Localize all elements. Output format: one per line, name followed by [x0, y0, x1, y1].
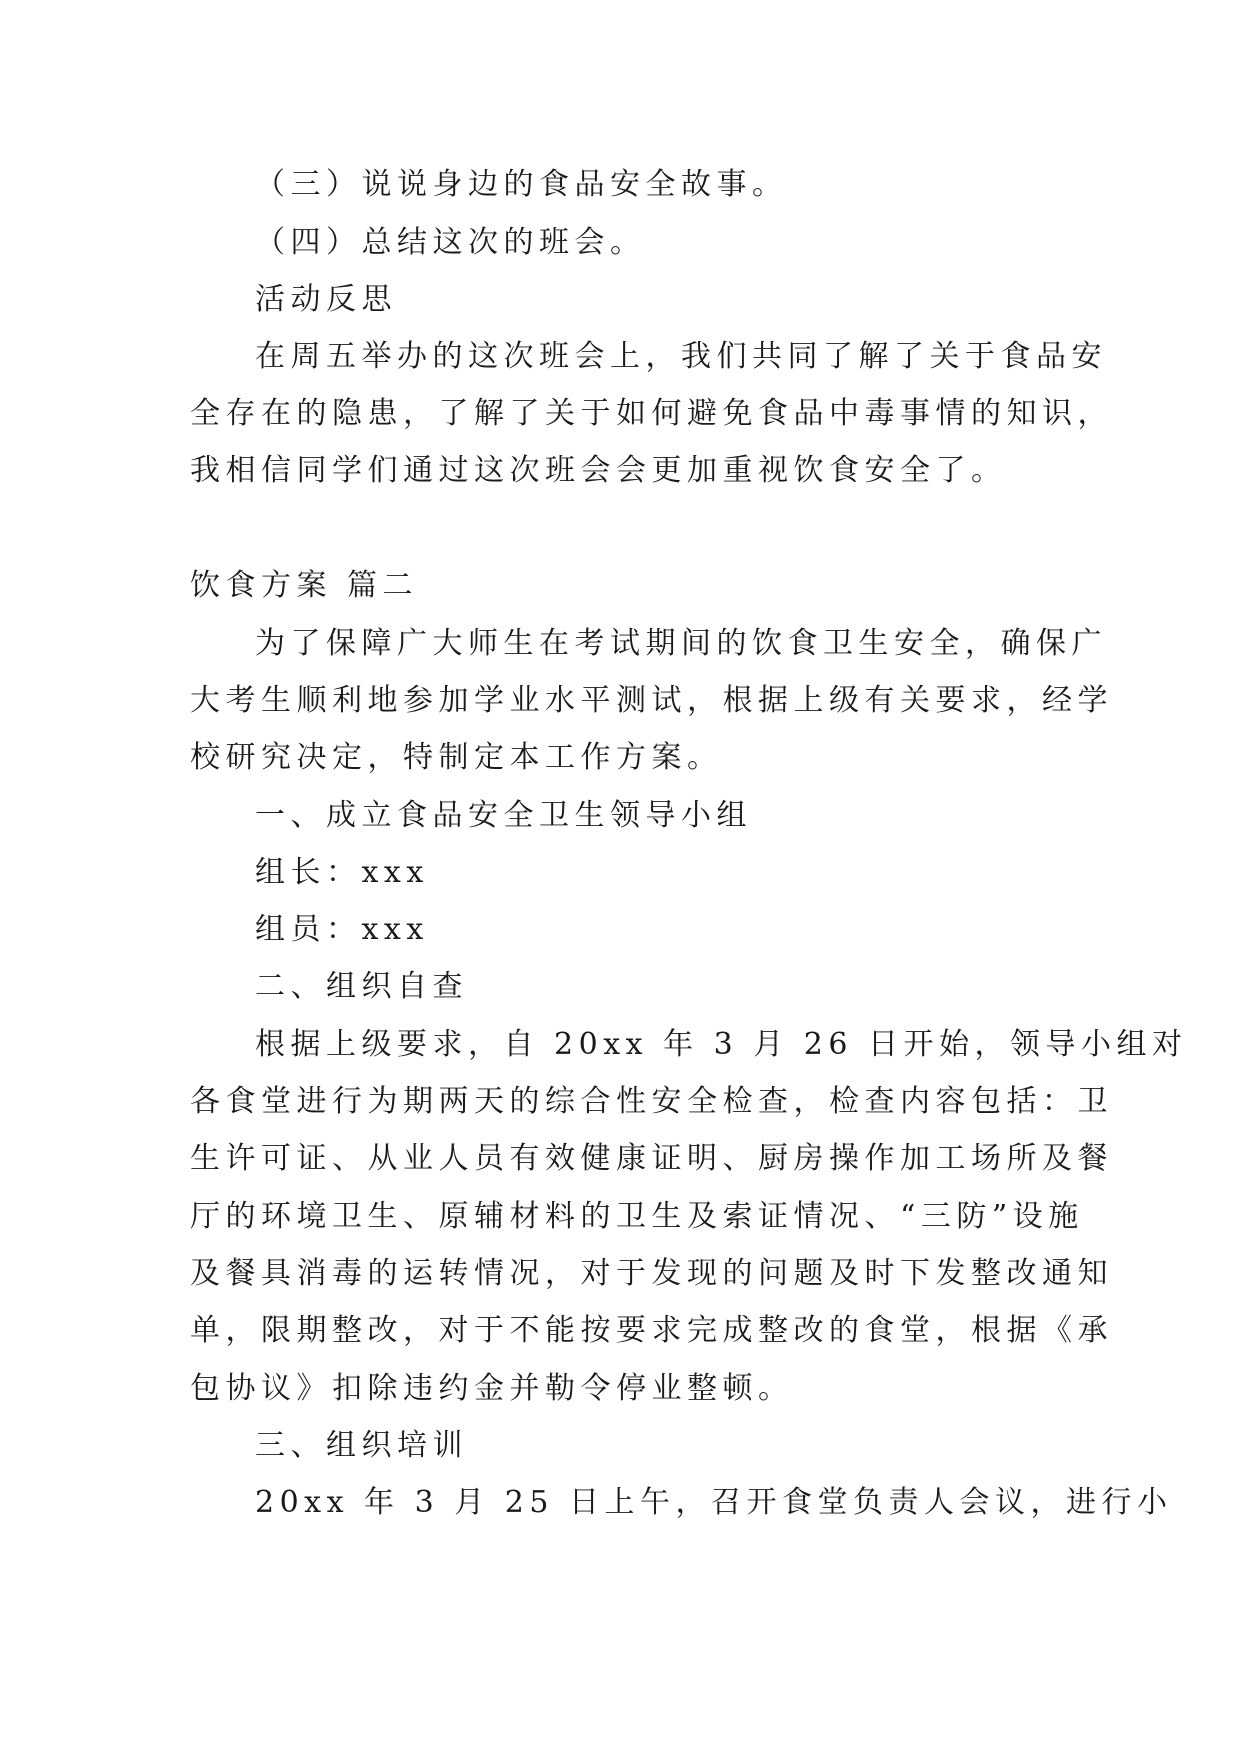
paragraph-line: 我相信同学们通过这次班会会更加重视饮食安全了。	[190, 453, 1007, 488]
paragraph-line: 生许可证、从业人员有效健康证明、厨房操作加工场所及餐	[190, 1141, 1113, 1176]
paragraph-line: 根据上级要求，自 20xx 年 3 月 26 日开始，领导小组对	[255, 1027, 1188, 1062]
paragraph-line: 全存在的隐患，了解了关于如何避免食品中毒事情的知识，	[190, 396, 1113, 431]
paragraph-line: 在周五举办的这次班会上，我们共同了解了关于食品安	[255, 339, 1107, 374]
section-title: 饮食方案 篇二	[190, 568, 419, 603]
paragraph-line: 厅的环境卫生、原辅材料的卫生及索证情况、“三防”设施	[190, 1199, 1084, 1234]
member-line: 组员：xxx	[255, 912, 429, 947]
section-heading: 三、组织培训	[255, 1428, 468, 1463]
paragraph-line: 包协议》扣除违约金并勒令停业整顿。	[190, 1371, 794, 1406]
paragraph-line: 大考生顺利地参加学业水平测试，根据上级有关要求，经学	[190, 683, 1113, 718]
paragraph-line: 各食堂进行为期两天的综合性安全检查，检查内容包括：卫	[190, 1084, 1113, 1119]
section-heading-reflection: 活动反思	[255, 282, 397, 317]
list-item-4: （四）总结这次的班会。	[255, 225, 646, 260]
paragraph-line: 及餐具消毒的运转情况，对于发现的问题及时下发整改通知	[190, 1256, 1113, 1291]
list-item-3: （三）说说身边的食品安全故事。	[255, 167, 788, 202]
leader-line: 组长：xxx	[255, 855, 429, 890]
paragraph-line: 为了保障广大师生在考试期间的饮食卫生安全，确保广	[255, 626, 1107, 661]
section-heading: 一、成立食品安全卫生领导小组	[255, 798, 752, 833]
paragraph-line: 单，限期整改，对于不能按要求完成整改的食堂，根据《承	[190, 1313, 1113, 1348]
paragraph-line: 20xx 年 3 月 25 日上午，召开食堂负责人会议，进行小	[255, 1485, 1173, 1520]
section-heading: 二、组织自查	[255, 969, 468, 1004]
paragraph-line: 校研究决定，特制定本工作方案。	[190, 740, 723, 775]
